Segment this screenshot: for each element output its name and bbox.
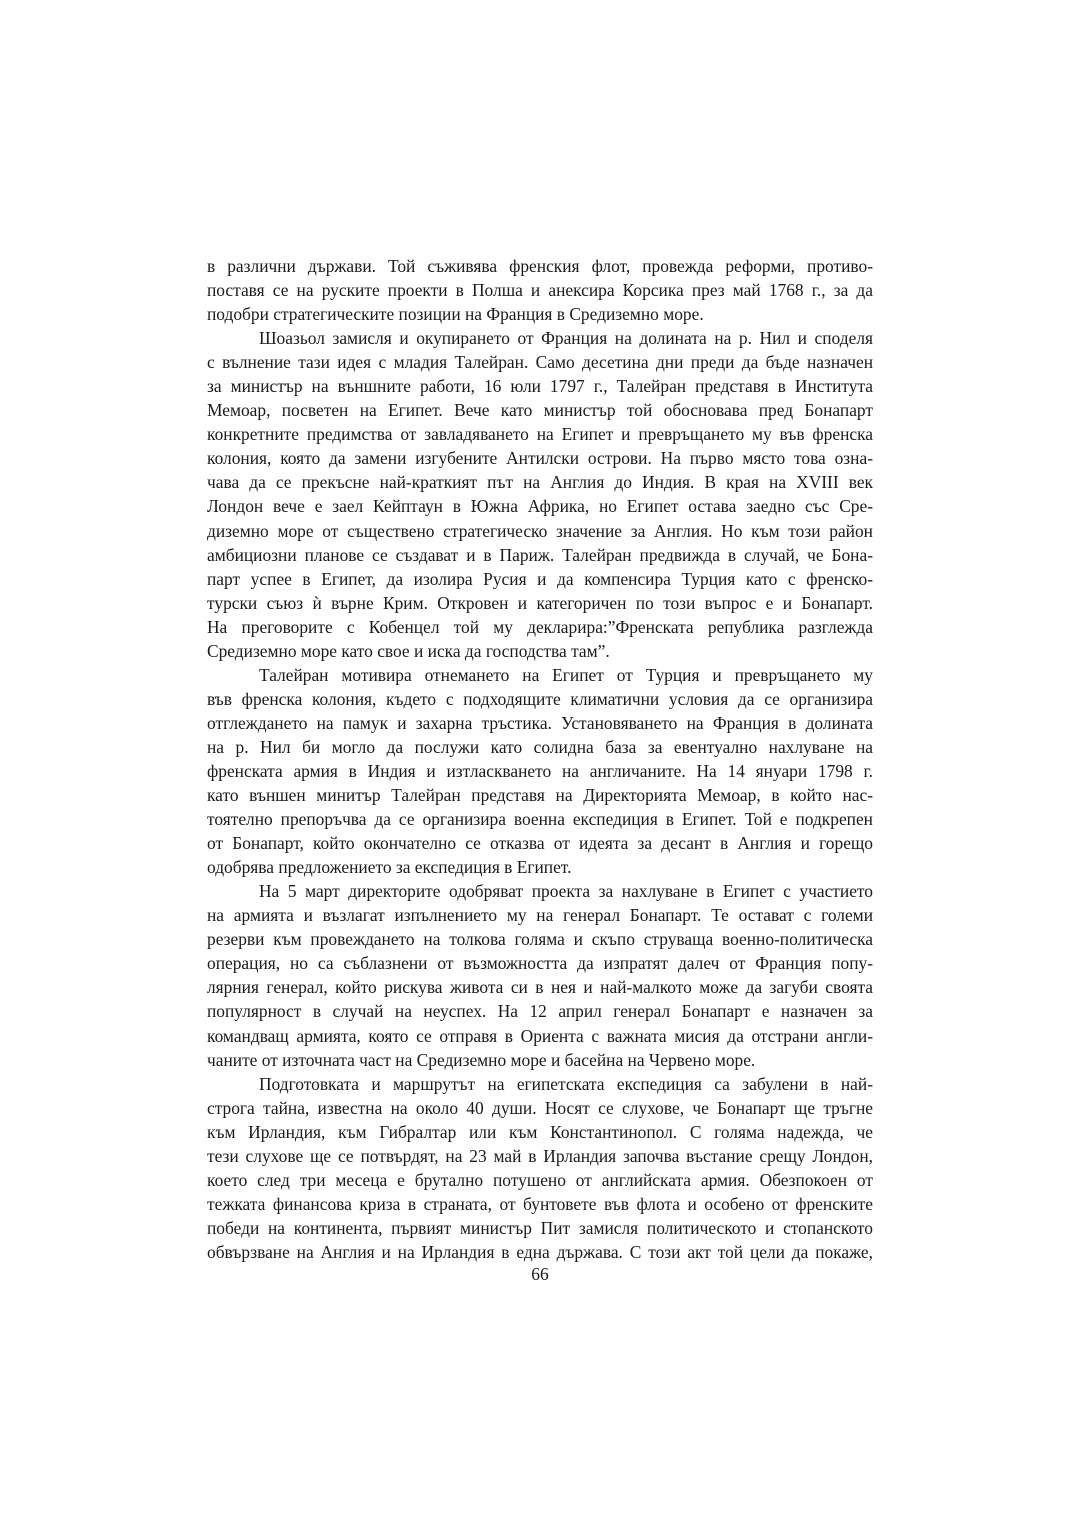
text-line: популярност в случай на неуспех. На 12 април генерал Бонапарт е назначен за bbox=[207, 1001, 873, 1022]
text-line: турски съюз ѝ върне Крим. Откровен и категоричен по този въпрос е и Бонапарт. bbox=[207, 592, 873, 613]
text-line: лярния генерал, който рискува живота си в нея и най-малкото може да загуби своята bbox=[207, 977, 873, 998]
text-line: поставя се на руските проекти в Полша и анексира Корсика през май 1768 г., за да bbox=[207, 280, 873, 301]
text-line: резерви към провеждането на толкова голяма и скъпо струваща военно-политическа bbox=[207, 929, 873, 950]
text-line: конкретните предимства от завладяването на Египет и превръщането му във френска bbox=[207, 424, 873, 445]
text-line: с вълнение тази идея с младия Талейран. Само десетина дни преди да бъде назначен bbox=[207, 352, 873, 373]
text-line: Лондон вече е заел Кейптаун в Южна Африка, но Египет остава заедно със Сре- bbox=[207, 496, 873, 517]
text-line: във френска колония, където с подходящите климатични условия да се организира bbox=[207, 688, 873, 709]
text-line: командващ армията, която се отправя в Ориента с важната мисия да отстрани англи- bbox=[207, 1025, 873, 1046]
text-line: обвързване на Англия и на Ирландия в една държава. С този акт той цели да покаже, bbox=[207, 1241, 873, 1262]
paragraph-first-line: Шоазьол замисля и окупирането от Франция на долината на р. Нил и споделя bbox=[259, 328, 873, 349]
text-line: на р. Нил би могло да послужи като солидна база за евентуално нахлуване на bbox=[207, 736, 873, 757]
text-line: амбициозни планове се създават и в Париж. Талейран предвижда в случай, че Бона- bbox=[207, 544, 873, 565]
paragraph-first-line: Подготовката и маршрутът на египетската експедиция са забулени в най- bbox=[259, 1073, 873, 1094]
text-line: на армията и възлагат изпълнението му на генерал Бонапарт. Те остават с големи bbox=[207, 905, 873, 926]
text-line: от Бонапарт, който окончателно се отказва от идеята за десант в Англия и горещо bbox=[207, 833, 873, 854]
text-line: парт успее в Египет, да изолира Русия и да компенсира Турция като с френско- bbox=[207, 568, 873, 589]
text-line: одобрява предложението за експедиция в Египет. bbox=[207, 857, 572, 878]
text-line: чава да се прекъсне най-краткият път на Англия до Индия. В края на XVIII век bbox=[207, 472, 873, 493]
text-line: тежката финансова криза в страната, от бунтовете във флота и особено от френските bbox=[207, 1193, 873, 1214]
text-line: Средиземно море като свое и иска да господства там”. bbox=[207, 640, 610, 661]
paragraph-first-line: На 5 март директорите одобряват проекта за нахлуване в Египет с участието bbox=[259, 881, 873, 902]
text-line: френската армия в Индия и изтласкването на англичаните. На 14 януари 1798 г. bbox=[207, 760, 873, 781]
text-line: отглеждането на памук и захарна тръстика. Установяването на Франция в долината bbox=[207, 712, 873, 733]
text-line: строга тайна, известна на около 40 души. Носят се слухове, че Бонапарт ще тръгне bbox=[207, 1097, 873, 1118]
text-line: колония, която да замени изгубените Антилски острови. На първо място това озна- bbox=[207, 448, 873, 469]
text-line: операция, но са съблазнени от възможността да изпратят далеч от Франция попу- bbox=[207, 953, 873, 974]
text-line: като външен минитър Талейран представя на Директорията Мемоар, в който нас- bbox=[207, 785, 873, 806]
text-line: за министър на външните работи, 16 юли 1797 г., Талейран представя в Института bbox=[207, 376, 873, 397]
text-line: На преговорите с Кобенцел той му декларира:”Френската република разглежда bbox=[207, 616, 873, 637]
text-line: чаните от източната част на Средиземно море и басейна на Червено море. bbox=[207, 1049, 756, 1070]
text-line: диземно море от съществено стратегическо значение за Англия. Но към този район bbox=[207, 520, 873, 541]
text-line: подобри стратегическите позиции на Франция в Средиземно море. bbox=[207, 304, 704, 325]
text-line: тоятелно препоръчва да се организира военна експедиция в Египет. Той е подкрепен bbox=[207, 809, 873, 830]
body-text bbox=[207, 254, 873, 1264]
text-line: в различни държави. Той съживява френския флот, провежда реформи, противо- bbox=[207, 256, 873, 276]
text-line: което след три месеца е брутално потушено от английската армия. Обезпокоен от bbox=[207, 1169, 873, 1190]
text-line: победи на континента, първият министър Пит замисля политическото и стопанското bbox=[207, 1217, 873, 1238]
paragraph-first-line: Талейран мотивира отнемането на Египет от Турция и превръщането му bbox=[259, 664, 873, 685]
text-line: към Ирландия, към Гибралтар или към Константинопол. С голяма надежда, че bbox=[207, 1121, 873, 1142]
text-line: Мемоар, посветен на Египет. Вече като министър той обосновава пред Бонапарт bbox=[207, 400, 873, 421]
page-number: 66 bbox=[531, 1264, 549, 1284]
text-line: тези слухове ще се потвърдят, на 23 май в Ирландия започва въстание срещу Лондон, bbox=[207, 1145, 873, 1166]
